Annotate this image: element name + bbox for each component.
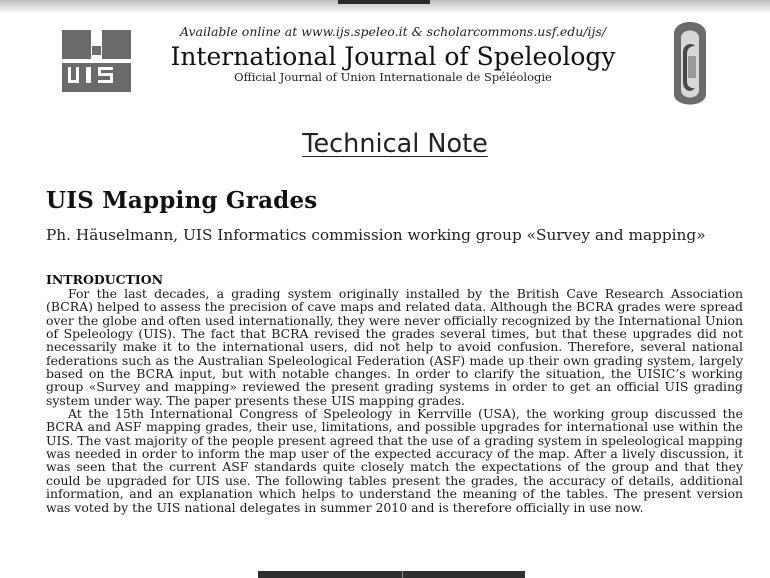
introduction-heading: INTRODUCTION <box>46 272 164 287</box>
toolbar-divider <box>402 571 403 578</box>
paragraph: For the last decades, a grading system originally installed by the British Cave Research Association (BCRA) helped to assess the precision of cave maps and related data. Although the BCRA grades were spread over the globe and often used internationally, they were never officially recognized by the International Union of Speleology (UIS). The fact that BCRA revised the grades several times, but that these upgrades did not necessarily make it to the international users, did not help to avoid confusion. Therefore, several national federations such as the Australian Speleological Federation (ASF) made up their own grading system, largely based on the BCRA input, but with notable changes. In order to clarify the situation, the UISIC’s working group «Survey and mapping» reviewed the present grading systems in order to get an official UIS grading system under way. The paper presents these UIS mapping grades. <box>46 286 743 408</box>
introduction-body <box>46 287 743 514</box>
paragraph: At the 15th International Congress of Speleology in Kerrville (USA), the working group discussed the BCRA and ASF mapping grades, their use, limitations, and possible upgrades for international use within the UIS. The vast majority of the people present agreed that the use of a grading system in speleological mapping was needed in order to inform the map user of the expected accuracy of the map. After a lively discussion, it was seen that the current ASF standards quite closely match the expectations of the group and that they could be upgraded for UIS use. The following tables present the grades, the accuracy of details, additional information, and an explanation which helps to understand the meaning of the tables. The present version was voted by the UIS national delegates in summer 2010 and is therefore officially in use now. <box>46 406 743 515</box>
viewer-top-toolbar <box>0 0 770 14</box>
author-line: Ph. Häuselmann, UIS Informatics commission working group «Survey and mapping» <box>46 226 706 244</box>
section-type-heading: Technical Note <box>302 129 488 159</box>
availability-line: Available online at www.ijs.speleo.it & scholarcommons.usf.edu/ijs/ <box>179 24 607 39</box>
viewer-page-toolbar[interactable] <box>258 571 525 578</box>
journal-header <box>150 24 636 84</box>
speleology-logo <box>668 12 712 110</box>
toolbar-tab[interactable] <box>338 0 430 4</box>
uis-logo <box>62 30 131 92</box>
article-title: UIS Mapping Grades <box>46 187 318 214</box>
journal-title: International Journal of Speleology <box>170 42 616 71</box>
journal-subtitle: Official Journal of Union Internationale de Spéléologie <box>234 70 552 84</box>
